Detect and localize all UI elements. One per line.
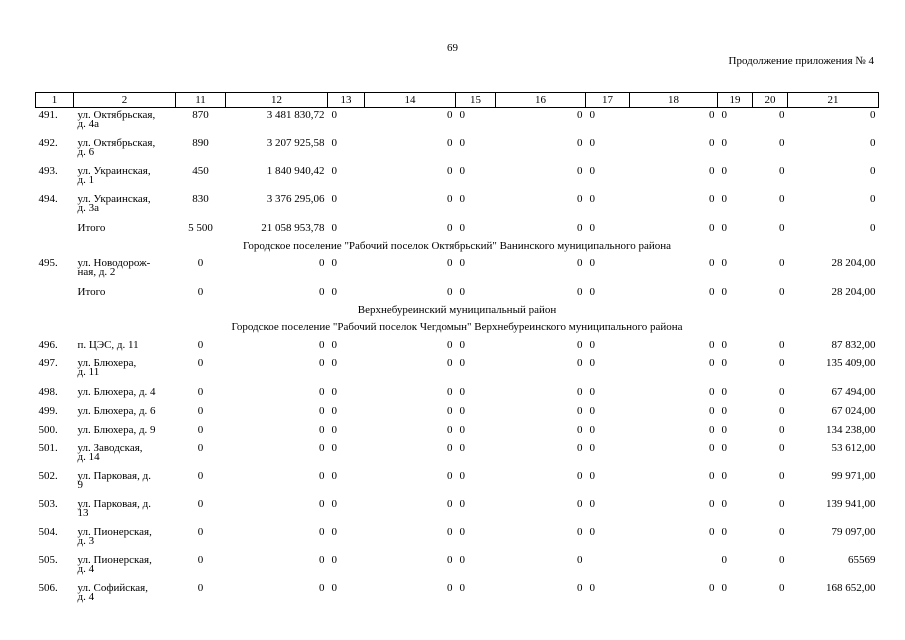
value-cell: 0 [577, 164, 583, 177]
value-cell: 0 [870, 136, 876, 149]
value-cell: 0 [721, 221, 727, 234]
table-row [36, 384, 879, 403]
value-cell: 0 [331, 525, 337, 538]
table-row [36, 256, 879, 284]
value-cell: 0 [197, 553, 204, 566]
value-cell: 0 [709, 441, 715, 454]
row-number: 497. [38, 356, 58, 369]
table-row [36, 553, 879, 581]
value-cell: 0 [197, 256, 204, 269]
row-number: 496. [38, 338, 58, 351]
value-cell: 0 [319, 385, 325, 398]
value-cell: 0 [779, 136, 785, 149]
continuation-note: Продолжение приложения № 4 [728, 55, 874, 67]
value-cell: 0 [577, 385, 583, 398]
row-number: 498. [38, 385, 58, 398]
value-cell: 0 [779, 164, 785, 177]
value-cell: 168 652,00 [826, 581, 876, 594]
value-cell [586, 553, 630, 581]
value-cell: 0 [589, 256, 595, 269]
value-cell: 0 [331, 423, 337, 436]
section-heading-row [36, 320, 879, 337]
value-cell: 0 [319, 356, 325, 369]
value-cell: 0 [779, 581, 785, 594]
value-cell: 0 [779, 404, 785, 417]
table-row [36, 403, 879, 422]
row-number: 495. [38, 256, 58, 269]
value-cell: 0 [709, 164, 715, 177]
value-cell: 0 [709, 221, 715, 234]
value-cell: 0 [721, 285, 727, 298]
address-cell: ул. Октябрьская, д. 4а [77, 109, 156, 130]
value-cell: 0 [331, 338, 337, 351]
value-cell: 0 [577, 581, 583, 594]
value-cell: 3 376 295,06 [266, 192, 325, 205]
section-heading: Верхнебуреинский муниципальный район [357, 303, 557, 316]
value-cell: 0 [589, 192, 595, 205]
value-cell: 0 [721, 441, 727, 454]
table-row [36, 469, 879, 497]
row-number: 491. [38, 109, 58, 121]
value-cell: 0 [577, 553, 583, 566]
value-cell: 0 [721, 192, 727, 205]
value-cell: 0 [577, 441, 583, 454]
value-cell: 0 [709, 581, 715, 594]
value-cell: 0 [197, 385, 204, 398]
table-row [36, 192, 879, 220]
value-cell: 0 [459, 553, 465, 566]
table-row [36, 422, 879, 441]
value-cell: 0 [331, 404, 337, 417]
value-cell: 0 [779, 256, 785, 269]
value-cell: 0 [577, 469, 583, 482]
column-header: 13 [328, 93, 365, 108]
row-number: 500. [38, 423, 58, 436]
value-cell: 0 [577, 525, 583, 538]
address-cell: ул. Пионерская, д. 3 [77, 525, 152, 547]
row-number: 505. [38, 553, 58, 566]
value-cell: 139 941,00 [826, 497, 876, 510]
value-cell: 0 [721, 356, 727, 369]
total-row [36, 220, 879, 239]
value-cell: 0 [197, 404, 204, 417]
value-cell: 0 [721, 553, 727, 566]
value-cell: 0 [709, 423, 715, 436]
table-row [36, 337, 879, 356]
value-cell: 0 [459, 581, 465, 594]
address-cell: п. ЦЭС, д. 11 [77, 338, 139, 351]
value-cell: 0 [331, 385, 337, 398]
value-cell: 0 [721, 404, 727, 417]
address-cell: ул. Заводская, д. 14 [77, 441, 143, 463]
value-cell: 0 [459, 441, 465, 454]
value-cell: 0 [577, 109, 583, 121]
value-cell: 0 [709, 469, 715, 482]
value-cell: 0 [589, 221, 595, 234]
value-cell: 0 [447, 256, 453, 269]
column-header: 20 [753, 93, 788, 108]
value-cell: 0 [197, 581, 204, 594]
value-cell: 0 [459, 136, 465, 149]
value-cell: 0 [589, 356, 595, 369]
value-cell: 0 [319, 469, 325, 482]
address-cell: ул. Украинская, д. 3а [77, 192, 151, 214]
value-cell: 0 [319, 441, 325, 454]
value-cell: 0 [447, 385, 453, 398]
value-cell: 0 [447, 338, 453, 351]
value-cell: 0 [447, 356, 453, 369]
row-number: 499. [38, 404, 58, 417]
value-cell: 0 [319, 581, 325, 594]
row-number: 493. [38, 164, 58, 177]
value-cell: 0 [331, 109, 337, 121]
value-cell: 0 [709, 385, 715, 398]
value-cell: 3 481 830,72 [266, 109, 325, 121]
value-cell: 0 [447, 581, 453, 594]
value-cell: 0 [447, 109, 453, 121]
data-table [35, 92, 879, 609]
value-cell: 67 024,00 [831, 404, 876, 417]
section-heading: Городское поселение "Рабочий поселок Октябрьский" Ванинского муниципального района [243, 239, 671, 252]
value-cell: 28 204,00 [831, 285, 876, 298]
value-cell: 5 500 [188, 221, 213, 234]
value-cell: 87 832,00 [831, 338, 876, 351]
value-cell: 0 [447, 221, 453, 234]
value-cell: 0 [319, 404, 325, 417]
value-cell: 134 238,00 [826, 423, 876, 436]
value-cell: 0 [779, 356, 785, 369]
value-cell: 0 [721, 164, 727, 177]
value-cell: 0 [589, 581, 595, 594]
value-cell: 0 [589, 338, 595, 351]
row-number [36, 284, 74, 303]
value-cell: 0 [331, 164, 337, 177]
value-cell: 0 [779, 109, 785, 121]
value-cell: 0 [721, 256, 727, 269]
value-cell: 65569 [848, 553, 876, 566]
row-number: 501. [38, 441, 58, 454]
value-cell: 0 [779, 423, 785, 436]
address-cell: ул. Парковая, д. 13 [77, 497, 151, 519]
table-row [36, 108, 879, 136]
value-cell: 0 [577, 192, 583, 205]
value-cell: 0 [589, 404, 595, 417]
value-cell: 0 [197, 469, 204, 482]
value-cell: 0 [331, 136, 337, 149]
value-cell: 0 [577, 423, 583, 436]
table-row [36, 497, 879, 525]
value-cell: 0 [319, 338, 325, 351]
value-cell: 0 [331, 356, 337, 369]
column-header: 19 [718, 93, 753, 108]
value-cell: 0 [447, 441, 453, 454]
address-cell: ул. Парковая, д. 9 [77, 469, 151, 491]
value-cell: 0 [447, 136, 453, 149]
value-cell: 0 [459, 497, 465, 510]
address-cell: Итого [77, 221, 106, 234]
value-cell: 0 [721, 581, 727, 594]
column-header: 21 [788, 93, 879, 108]
value-cell: 0 [779, 497, 785, 510]
section-heading-row [36, 239, 879, 256]
value-cell: 0 [709, 497, 715, 510]
value-cell: 0 [577, 356, 583, 369]
value-cell: 1 840 940,42 [266, 164, 325, 177]
value-cell: 0 [589, 423, 595, 436]
column-header: 11 [176, 93, 226, 108]
value-cell: 0 [589, 109, 595, 121]
value-cell: 0 [319, 497, 325, 510]
value-cell: 0 [721, 109, 727, 121]
row-number: 506. [38, 581, 58, 594]
value-cell: 67 494,00 [831, 385, 876, 398]
value-cell: 0 [459, 423, 465, 436]
address-cell: ул. Украинская, д. 1 [77, 164, 151, 186]
value-cell: 0 [589, 285, 595, 298]
table-row [36, 441, 879, 469]
value-cell: 0 [319, 285, 325, 298]
value-cell: 0 [709, 256, 715, 269]
table-row [36, 356, 879, 384]
value-cell: 0 [459, 525, 465, 538]
section-heading-row [36, 303, 879, 320]
value-cell: 0 [197, 497, 204, 510]
value-cell: 0 [779, 385, 785, 398]
value-cell: 0 [197, 356, 204, 369]
value-cell: 0 [331, 469, 337, 482]
value-cell: 0 [331, 497, 337, 510]
value-cell: 3 207 925,58 [266, 136, 325, 149]
value-cell: 0 [197, 525, 204, 538]
value-cell: 0 [197, 441, 204, 454]
value-cell: 0 [331, 581, 337, 594]
value-cell: 0 [331, 256, 337, 269]
value-cell: 0 [709, 525, 715, 538]
value-cell: 0 [709, 109, 715, 121]
table-row [36, 164, 879, 192]
row-number: 494. [38, 192, 58, 205]
row-number: 502. [38, 469, 58, 482]
value-cell: 0 [447, 285, 453, 298]
address-cell: ул. Новодорож- ная, д. 2 [77, 256, 151, 278]
value-cell: 0 [577, 404, 583, 417]
value-cell: 0 [721, 385, 727, 398]
row-number: 503. [38, 497, 58, 510]
address-cell: ул. Блюхера, д. 6 [77, 404, 156, 417]
value-cell: 0 [577, 136, 583, 149]
value-cell: 0 [319, 553, 325, 566]
value-cell: 79 097,00 [831, 525, 876, 538]
address-cell: ул. Блюхера, д. 9 [77, 423, 156, 436]
row-number [36, 220, 74, 239]
value-cell: 0 [779, 553, 785, 566]
value-cell: 0 [459, 192, 465, 205]
value-cell: 21 058 953,78 [261, 221, 325, 234]
value-cell: 0 [589, 385, 595, 398]
value-cell: 830 [192, 192, 209, 205]
value-cell: 0 [447, 553, 453, 566]
value-cell: 0 [779, 469, 785, 482]
value-cell: 0 [459, 356, 465, 369]
value-cell: 0 [459, 385, 465, 398]
value-cell: 0 [589, 525, 595, 538]
value-cell: 0 [589, 441, 595, 454]
value-cell: 0 [577, 338, 583, 351]
value-cell: 0 [459, 164, 465, 177]
value-cell: 0 [709, 136, 715, 149]
value-cell: 0 [447, 192, 453, 205]
value-cell: 870 [192, 109, 209, 121]
address-cell: ул. Пионерская, д. 4 [77, 553, 152, 575]
value-cell: 0 [709, 338, 715, 351]
value-cell: 135 409,00 [826, 356, 876, 369]
header-row [36, 93, 879, 108]
value-cell: 0 [589, 469, 595, 482]
value-cell: 0 [459, 338, 465, 351]
value-cell: 0 [459, 285, 465, 298]
value-cell: 0 [319, 525, 325, 538]
address-cell: ул. Октябрьская, д. 6 [77, 136, 156, 158]
value-cell: 0 [331, 441, 337, 454]
value-cell: 0 [589, 497, 595, 510]
value-cell: 0 [709, 404, 715, 417]
value-cell: 0 [721, 338, 727, 351]
value-cell: 0 [459, 404, 465, 417]
value-cell: 0 [709, 192, 715, 205]
value-cell: 0 [721, 423, 727, 436]
section-heading: Городское поселение "Рабочий поселок Чегдомын" Верхнебуреинского муниципального района [231, 320, 683, 333]
value-cell [630, 553, 718, 581]
value-cell: 0 [589, 136, 595, 149]
row-number: 504. [38, 525, 58, 538]
value-cell: 0 [721, 136, 727, 149]
column-header: 17 [586, 93, 630, 108]
column-header: 18 [630, 93, 718, 108]
value-cell: 0 [331, 192, 337, 205]
column-header: 16 [496, 93, 586, 108]
table-row [36, 525, 879, 553]
value-cell: 0 [447, 497, 453, 510]
value-cell: 0 [779, 221, 785, 234]
value-cell: 0 [721, 469, 727, 482]
total-row [36, 284, 879, 303]
value-cell: 0 [870, 221, 876, 234]
value-cell: 890 [192, 136, 209, 149]
value-cell: 0 [319, 256, 325, 269]
value-cell: 0 [447, 164, 453, 177]
value-cell: 0 [779, 338, 785, 351]
value-cell: 0 [577, 256, 583, 269]
value-cell: 0 [779, 285, 785, 298]
value-cell: 0 [459, 109, 465, 121]
value-cell: 0 [331, 553, 337, 566]
address-cell: ул. Блюхера, д. 4 [77, 385, 156, 398]
value-cell: 99 971,00 [831, 469, 876, 482]
value-cell: 53 612,00 [831, 441, 876, 454]
column-header: 2 [74, 93, 176, 108]
value-cell: 0 [779, 525, 785, 538]
value-cell: 0 [197, 423, 204, 436]
value-cell: 0 [331, 285, 337, 298]
value-cell: 0 [459, 469, 465, 482]
column-header: 14 [365, 93, 456, 108]
value-cell: 0 [197, 338, 204, 351]
table-row [36, 581, 879, 609]
value-cell: 0 [459, 256, 465, 269]
page-number: 69 [447, 42, 458, 54]
value-cell: 0 [779, 192, 785, 205]
value-cell: 0 [709, 285, 715, 298]
value-cell: 0 [589, 164, 595, 177]
value-cell: 0 [870, 192, 876, 205]
address-cell: Итого [77, 285, 106, 298]
table-body [36, 108, 879, 609]
value-cell: 450 [192, 164, 209, 177]
value-cell: 0 [331, 221, 337, 234]
value-cell: 0 [577, 285, 583, 298]
address-cell: ул. Блюхера, д. 11 [77, 356, 137, 378]
value-cell: 0 [709, 356, 715, 369]
value-cell: 0 [870, 109, 876, 121]
row-number: 492. [38, 136, 58, 149]
column-header: 15 [456, 93, 496, 108]
value-cell: 0 [447, 423, 453, 436]
value-cell: 0 [447, 404, 453, 417]
value-cell: 0 [319, 423, 325, 436]
address-cell: ул. Софийская, д. 4 [77, 581, 148, 603]
value-cell: 0 [447, 525, 453, 538]
value-cell: 0 [459, 221, 465, 234]
column-header: 12 [226, 93, 328, 108]
value-cell: 0 [197, 285, 204, 298]
value-cell: 0 [870, 164, 876, 177]
value-cell: 28 204,00 [831, 256, 876, 269]
value-cell: 0 [577, 221, 583, 234]
column-header: 1 [36, 93, 74, 108]
value-cell: 0 [779, 441, 785, 454]
value-cell: 0 [721, 525, 727, 538]
value-cell: 0 [577, 497, 583, 510]
value-cell: 0 [721, 497, 727, 510]
table-row [36, 136, 879, 164]
value-cell: 0 [447, 469, 453, 482]
